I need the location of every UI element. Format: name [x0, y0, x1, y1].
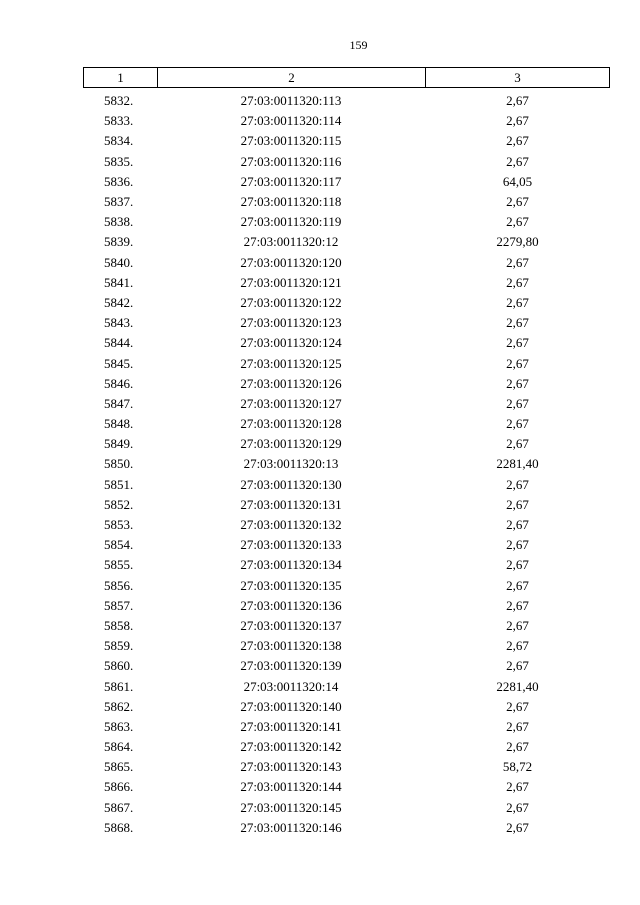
cadastral-number: 27:03:0011320:138 [240, 638, 342, 654]
cadastral-number: 27:03:0011320:136 [240, 597, 342, 613]
row-number: 5866. [104, 779, 134, 795]
row-value: 64,05 [502, 173, 533, 189]
row-value: 2,67 [506, 779, 529, 795]
row-number: 5865. [104, 759, 134, 775]
table-row [83, 91, 610, 111]
cadastral-number: 27:03:0011320:124 [240, 335, 342, 351]
row-value: 2,67 [506, 214, 529, 230]
row-number: 5862. [104, 698, 134, 714]
page-number: 159 [349, 38, 368, 52]
table-row [83, 676, 610, 696]
cadastral-number: 27:03:0011320:141 [240, 718, 342, 734]
row-number: 5867. [104, 799, 134, 815]
cadastral-number: 27:03:0011320:123 [240, 315, 342, 331]
row-number: 5863. [104, 718, 134, 734]
row-value: 2,67 [506, 799, 529, 815]
row-value: 2281,40 [496, 678, 539, 694]
row-value: 2,67 [506, 315, 529, 331]
row-value: 2,67 [506, 517, 529, 533]
cadastral-number: 27:03:0011320:12 [243, 234, 339, 250]
row-number: 5832. [104, 93, 134, 109]
cadastral-number: 27:03:0011320:146 [240, 819, 342, 835]
table-row [83, 717, 610, 737]
cadastral-number: 27:03:0011320:13 [243, 456, 339, 472]
table-row [83, 596, 610, 616]
cadastral-number: 27:03:0011320:137 [240, 617, 342, 633]
row-number: 5838. [104, 214, 134, 230]
row-number: 5842. [104, 294, 134, 310]
row-number: 5851. [104, 476, 134, 492]
table-row [83, 152, 610, 172]
table-row [83, 656, 610, 676]
row-value: 2,67 [506, 294, 529, 310]
table-row [83, 273, 610, 293]
table-row [83, 798, 610, 818]
row-value: 2,67 [506, 93, 529, 109]
row-number: 5836. [104, 173, 134, 189]
cadastral-number: 27:03:0011320:133 [240, 537, 342, 553]
cadastral-number: 27:03:0011320:116 [240, 153, 342, 169]
cadastral-number: 27:03:0011320:121 [240, 274, 342, 290]
row-number: 5848. [104, 416, 134, 432]
table-row [83, 131, 610, 151]
row-value: 2,67 [506, 113, 529, 129]
row-value: 2,67 [506, 577, 529, 593]
row-value: 2,67 [506, 638, 529, 654]
column-header-2: 2 [158, 68, 426, 87]
table-row [83, 737, 610, 757]
row-value: 2,67 [506, 153, 529, 169]
table-row [83, 374, 610, 394]
row-value: 2,67 [506, 557, 529, 573]
cadastral-number: 27:03:0011320:130 [240, 476, 342, 492]
table-row [83, 394, 610, 414]
table-body [83, 91, 610, 838]
row-number: 5868. [104, 819, 134, 835]
row-number: 5849. [104, 436, 134, 452]
table-row [83, 313, 610, 333]
row-number: 5860. [104, 658, 134, 674]
table-row [83, 818, 610, 838]
cadastral-number: 27:03:0011320:145 [240, 799, 342, 815]
row-number: 5845. [104, 355, 134, 371]
row-value: 2,67 [506, 617, 529, 633]
row-number: 5864. [104, 739, 134, 755]
cadastral-number: 27:03:0011320:144 [240, 779, 342, 795]
column-header-1: 1 [84, 68, 158, 87]
table-row [83, 414, 610, 434]
row-value: 2,67 [506, 496, 529, 512]
row-value: 2,67 [506, 355, 529, 371]
row-value: 2,67 [506, 476, 529, 492]
table-row [83, 232, 610, 252]
table-row [83, 434, 610, 454]
row-value: 2281,40 [496, 456, 539, 472]
row-number: 5861. [104, 678, 134, 694]
row-value: 2,67 [506, 436, 529, 452]
row-value: 2,67 [506, 416, 529, 432]
cadastral-number: 27:03:0011320:118 [240, 194, 342, 210]
cadastral-number: 27:03:0011320:126 [240, 375, 342, 391]
cadastral-number: 27:03:0011320:115 [240, 133, 342, 149]
cadastral-number: 27:03:0011320:117 [240, 173, 342, 189]
row-number: 5856. [104, 577, 134, 593]
row-value: 2,67 [506, 597, 529, 613]
table-row [83, 576, 610, 596]
row-value: 2,67 [506, 819, 529, 835]
cadastral-number: 27:03:0011320:129 [240, 436, 342, 452]
row-number: 5854. [104, 537, 134, 553]
row-number: 5840. [104, 254, 134, 270]
row-value: 2,67 [506, 133, 529, 149]
row-value: 2,67 [506, 335, 529, 351]
cadastral-number: 27:03:0011320:140 [240, 698, 342, 714]
row-number: 5835. [104, 153, 134, 169]
cadastral-number: 27:03:0011320:142 [240, 739, 342, 755]
table-row [83, 697, 610, 717]
row-number: 5833. [104, 113, 134, 129]
cadastral-number: 27:03:0011320:113 [240, 93, 342, 109]
row-value: 2,67 [506, 395, 529, 411]
table-row [83, 515, 610, 535]
table-row [83, 172, 610, 192]
row-number: 5844. [104, 335, 134, 351]
cadastral-number: 27:03:0011320:114 [240, 113, 342, 129]
cadastral-number: 27:03:0011320:139 [240, 658, 342, 674]
table-row [83, 475, 610, 495]
table-row [83, 111, 610, 131]
cadastral-number: 27:03:0011320:143 [240, 759, 342, 775]
row-value: 58,72 [502, 759, 533, 775]
cadastral-number: 27:03:0011320:14 [243, 678, 339, 694]
row-value: 2279,80 [496, 234, 539, 250]
cadastral-number: 27:03:0011320:127 [240, 395, 342, 411]
row-number: 5834. [104, 133, 134, 149]
table-row [83, 293, 610, 313]
row-value: 2,67 [506, 537, 529, 553]
row-number: 5850. [104, 456, 134, 472]
cadastral-number: 27:03:0011320:122 [240, 294, 342, 310]
row-value: 2,67 [506, 274, 529, 290]
cadastral-number: 27:03:0011320:135 [240, 577, 342, 593]
row-number: 5837. [104, 194, 134, 210]
row-value: 2,67 [506, 658, 529, 674]
row-number: 5843. [104, 315, 134, 331]
row-value: 2,67 [506, 739, 529, 755]
row-value: 2,67 [506, 718, 529, 734]
cadastral-number: 27:03:0011320:120 [240, 254, 342, 270]
table-header [83, 67, 610, 88]
table-row [83, 192, 610, 212]
row-number: 5841. [104, 274, 134, 290]
table-row [83, 777, 610, 797]
table-row [83, 495, 610, 515]
table-row [83, 353, 610, 373]
row-number: 5853. [104, 517, 134, 533]
table-row [83, 454, 610, 474]
cadastral-number: 27:03:0011320:128 [240, 416, 342, 432]
cadastral-number: 27:03:0011320:131 [240, 496, 342, 512]
row-value: 2,67 [506, 698, 529, 714]
row-number: 5852. [104, 496, 134, 512]
table-row [83, 212, 610, 232]
row-value: 2,67 [506, 254, 529, 270]
cadastral-number: 27:03:0011320:125 [240, 355, 342, 371]
row-value: 2,67 [506, 375, 529, 391]
cadastral-number: 27:03:0011320:119 [240, 214, 342, 230]
column-header-3: 3 [514, 70, 521, 85]
table-row [83, 555, 610, 575]
cadastral-number: 27:03:0011320:132 [240, 517, 342, 533]
table-row [83, 636, 610, 656]
table-row [83, 535, 610, 555]
table-row [83, 757, 610, 777]
row-number: 5847. [104, 395, 134, 411]
row-number: 5858. [104, 617, 134, 633]
table-row [83, 333, 610, 353]
row-number: 5846. [104, 375, 134, 391]
row-number: 5839. [104, 234, 134, 250]
table-row [83, 616, 610, 636]
row-number: 5857. [104, 597, 134, 613]
cadastral-number: 27:03:0011320:134 [240, 557, 342, 573]
row-number: 5859. [104, 638, 134, 654]
row-value: 2,67 [506, 194, 529, 210]
row-number: 5855. [104, 557, 134, 573]
table-row [83, 253, 610, 273]
